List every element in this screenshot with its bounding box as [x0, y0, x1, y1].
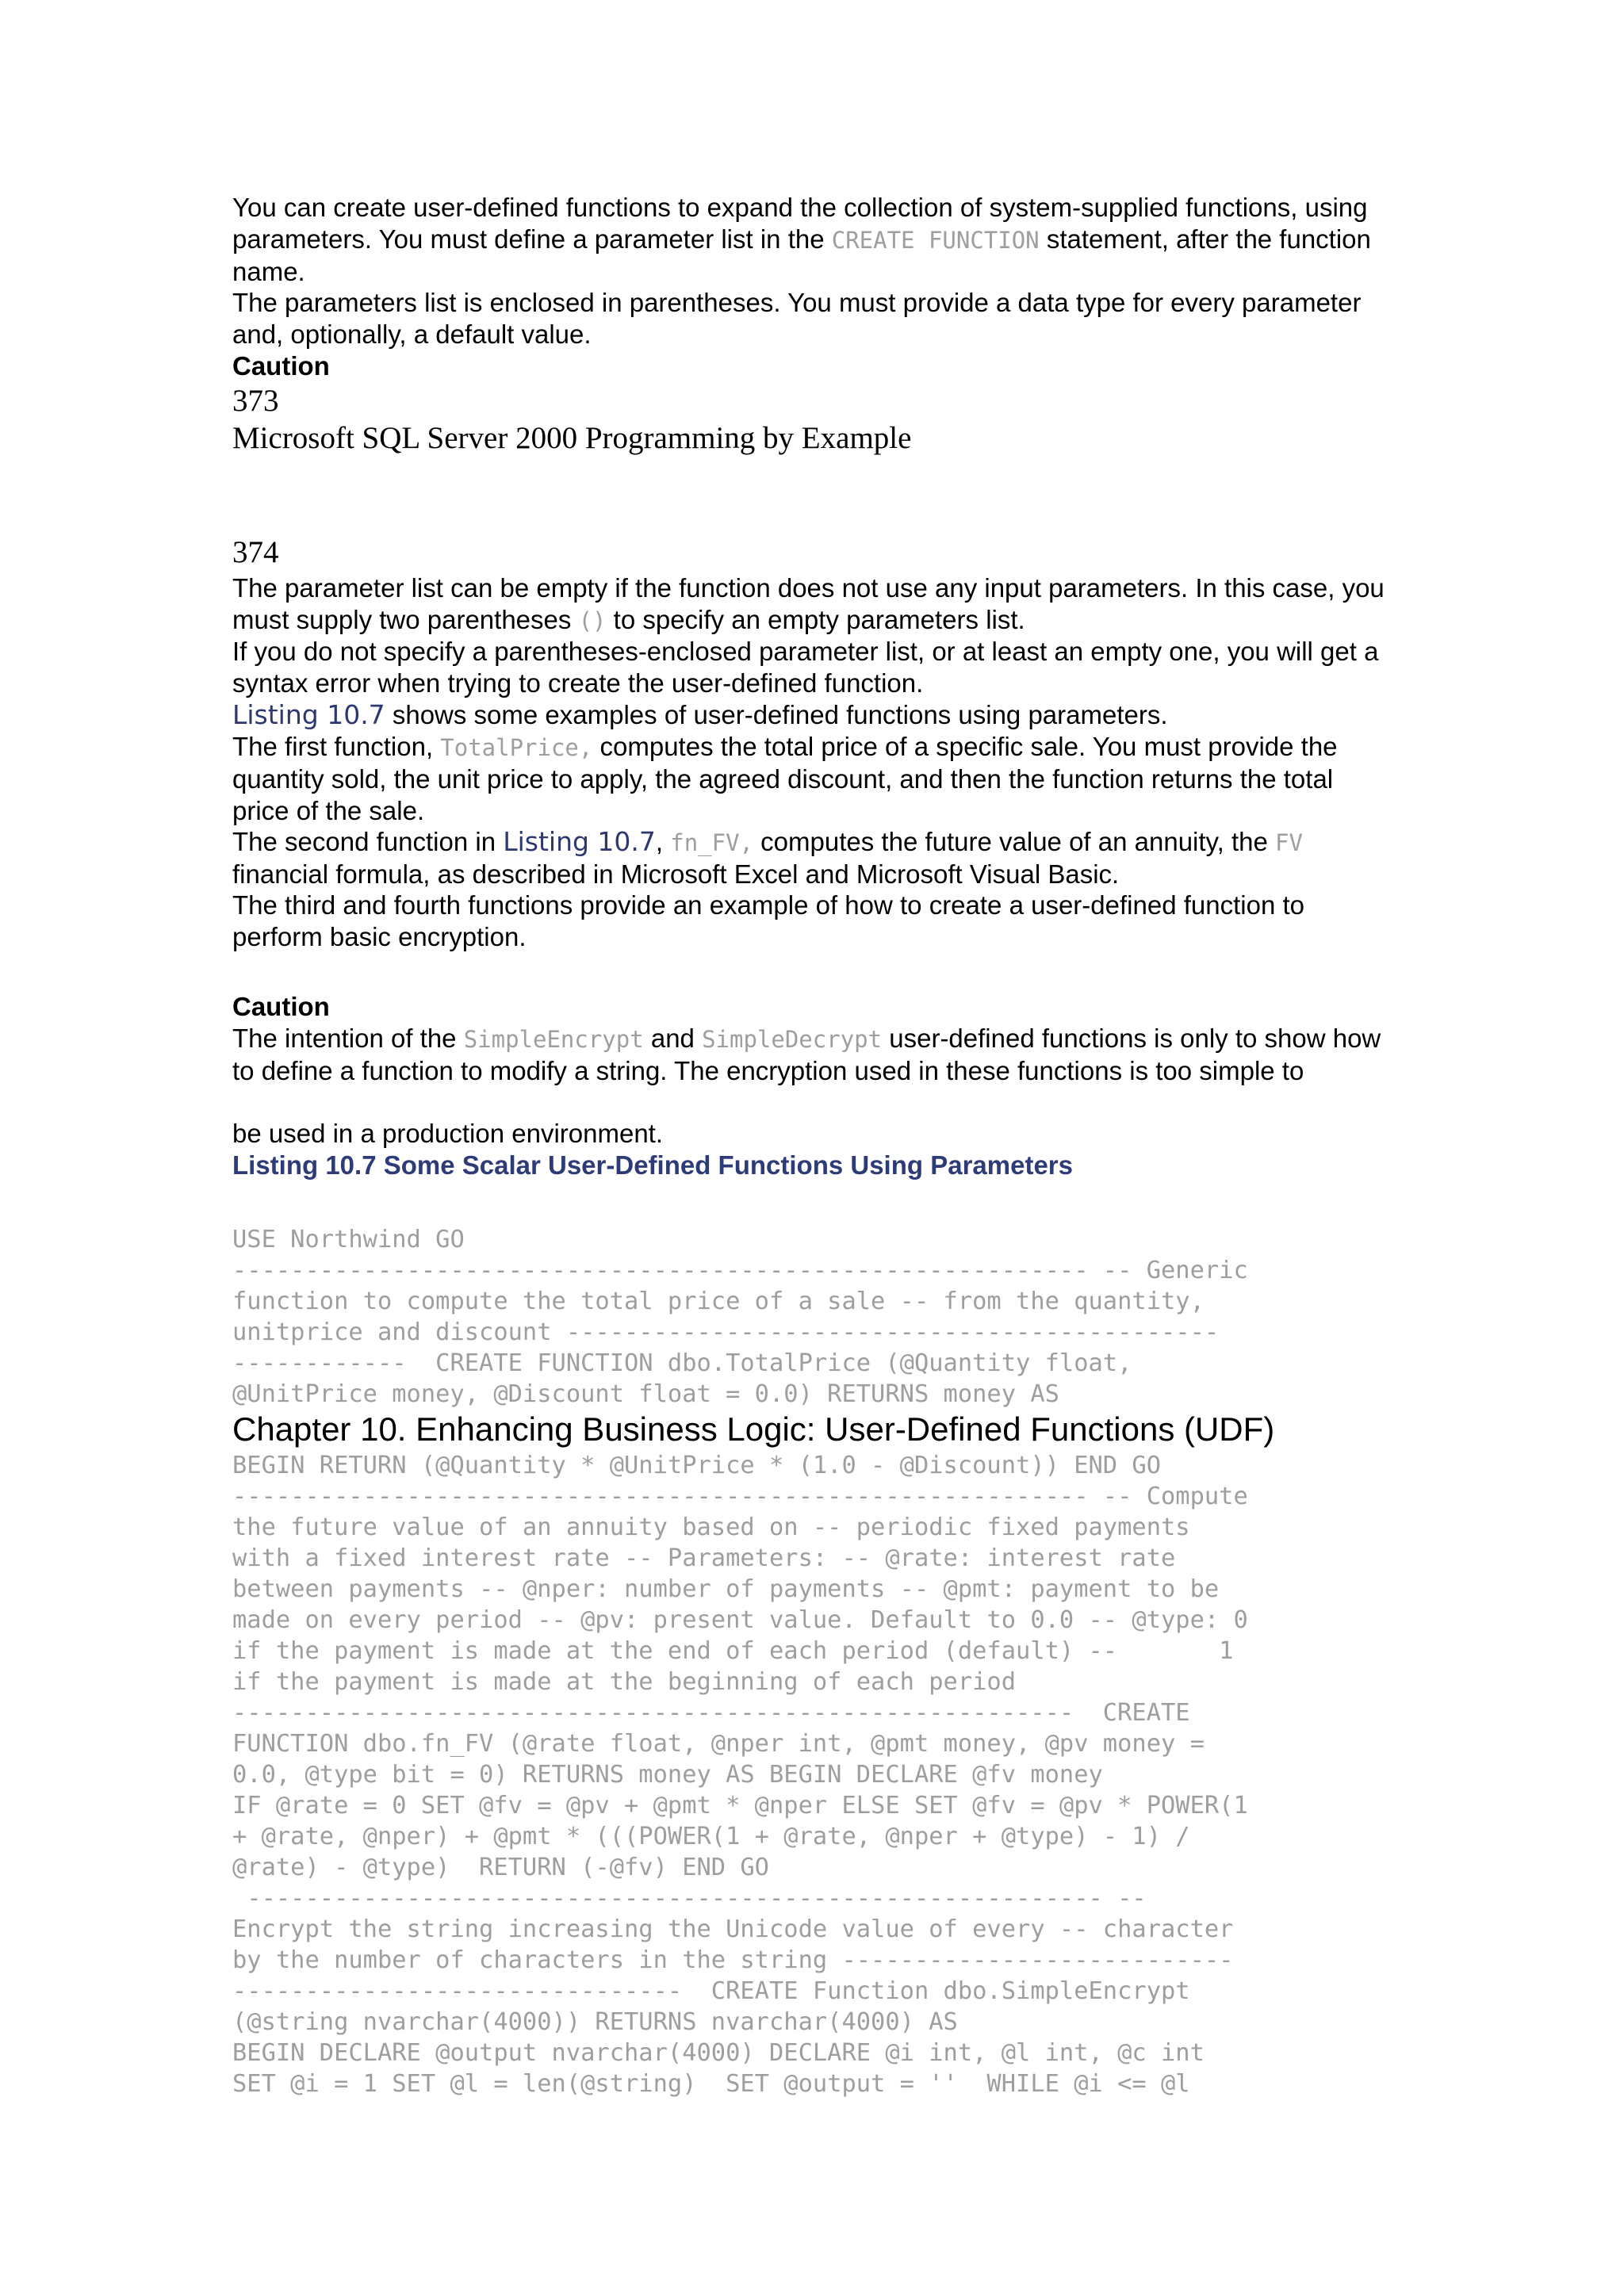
- text: user-defined functions is only to show how to define a function to modify a string. The encryption used in these functions is too simple to: [232, 1024, 1381, 1085]
- inline-code: TotalPrice,: [440, 734, 593, 761]
- text: computes the total price of a specific sale. You must provide the quantity sold, the unit price to apply, the agreed discount, and then the function returns the total price of the sale.: [232, 732, 1338, 825]
- text: The intention of the: [232, 1024, 464, 1053]
- text: The first function,: [232, 732, 441, 761]
- text: The parameter list can be empty if the function does not use any input parameters. In this case, you must supply two parentheses: [232, 573, 1385, 634]
- code-listing-part-1: USE Northwind GO ----------------------------------------------------------- -- Generic function to compute the total price of a sale -- from the quantity, unitprice and discount --------------------------------------------- ------------ CREATE FUNCTION dbo.TotalPrice (@Quantity float, @UnitPrice money, @Discount float = 0.0) RETURNS money AS: [232, 1226, 1248, 1408]
- inline-code: SimpleDecrypt: [702, 1026, 883, 1053]
- text: The second function in: [232, 827, 504, 856]
- paragraph: If you do not specify a parentheses-enclosed parameter list, or at least an empty one, you will get a syntax error when trying to create the user-defined function.: [232, 637, 1379, 698]
- caution-text-end: be used in a production environment.: [232, 1119, 664, 1148]
- text: financial formula, as described in Microsoft Excel and Microsoft Visual Basic.: [232, 859, 1120, 889]
- text: shows some examples of user-defined functions using parameters.: [385, 700, 1168, 729]
- paragraph: [232, 731, 1386, 827]
- paragraph: The third and fourth functions provide an example of how to create a user-defined function to perform basic encryption.: [232, 890, 1304, 951]
- book-title: Microsoft SQL Server 2000 Programming by Example: [232, 421, 912, 455]
- code-listing-part-2: BEGIN RETURN (@Quantity * @UnitPrice * (1.0 - @Discount)) END GO ----------------------------------------------------------- -- Compute the future value of an annuity based on -- periodic fixed payments with a fixed interest rate -- Parameters: -- @rate: interest rate between payments -- @nper: number of payments -- @pmt: payment to be made on every period -- @pv: present value. Default to 0.0 -- @type: 0 if the payment is made at the end of each period (default) -- 1 if the payment is made at the beginning of each period ---------------------------------------------------------- CREATE FUNCTION dbo.fn_FV (@rate float, @nper int, @pmt money, @pv money = 0.0, @type bit = 0) RETURNS money AS BEGIN DECLARE @fv money IF @rate = 0 SET @fv = @pv + @pmt * @nper ELSE SET @fv = @pv * POWER(1 + @rate, @nper) + @pmt * (((POWER(1 + @rate, @nper + @type) - 1) / @rate) - @type) RETURN (-@fv) END GO ----------------------------------------------------------- -- Encrypt the string increasing the Unicode value of every -- character by the number of characters in the string --------------------------- ------------------------------- CREATE Function dbo.SimpleEncrypt (@string nvarchar(4000)) RETURNS nvarchar(4000) AS BEGIN DECLARE @output nvarchar(4000) DECLARE @i int, @l int, @c int SET @i = 1 SET @l = len(@string) SET @output = '' WHILE @i <= @l: [232, 1452, 1248, 2098]
- inline-code: (): [578, 607, 607, 634]
- inline-code: fn_FV,: [670, 829, 754, 856]
- listing-link[interactable]: Listing 10.7: [503, 826, 656, 857]
- text: computes the future value of an annuity, the: [753, 827, 1275, 856]
- chapter-header: Chapter 10. Enhancing Business Logic: User-Defined Functions (UDF): [232, 1410, 1275, 1448]
- listing-title: Listing 10.7 Some Scalar User-Defined Functions Using Parameters: [232, 1150, 1073, 1180]
- inline-code: CREATE FUNCTION: [831, 227, 1040, 254]
- intro-paragraph-2: The parameters list is enclosed in parentheses. You must provide a data type for every parameter and, optionally, a default value.: [232, 288, 1362, 349]
- caution-label: Caution: [232, 992, 330, 1021]
- page-number: 373: [232, 384, 279, 418]
- intro-text: statement, after the function name.: [232, 224, 1371, 286]
- paragraph: [232, 699, 1386, 731]
- paragraph: [232, 572, 1386, 637]
- page-number: 374: [232, 535, 279, 569]
- caution-text: [232, 1023, 1386, 1087]
- inline-code: SimpleEncrypt: [463, 1026, 644, 1053]
- listing-link[interactable]: Listing 10.7: [232, 699, 385, 730]
- text: to specify an empty parameters list.: [606, 605, 1025, 634]
- inline-code: FV: [1275, 829, 1303, 856]
- intro-paragraph-1: [232, 192, 1386, 288]
- caution-label: Caution: [232, 351, 330, 381]
- intro-text: You can create user-defined functions to expand the collection of system-supplied functions, using parameters. You must define a parameter list in the: [232, 193, 1368, 254]
- text: and: [643, 1024, 703, 1053]
- text: ,: [655, 827, 671, 856]
- paragraph: [232, 826, 1386, 890]
